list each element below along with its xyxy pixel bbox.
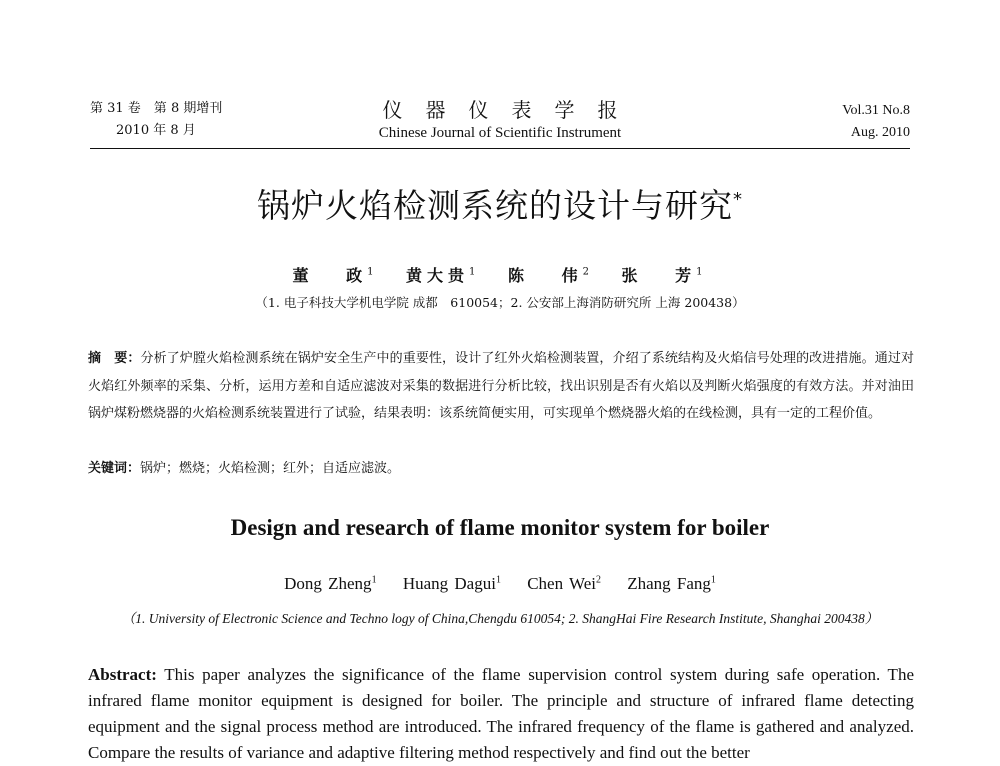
author-affil-mark: 1 (367, 266, 379, 278)
author-affil-mark: 1 (710, 574, 716, 586)
author-name: 陈 伟 (508, 266, 583, 285)
author-en (527, 574, 601, 593)
author-cn (508, 266, 594, 285)
author-cn (406, 266, 480, 285)
abstract-cn (88, 345, 914, 428)
author-list-cn (0, 263, 1000, 286)
journal-name (90, 98, 910, 144)
abstract-text-cn: 分析了炉膛火焰检测系统在锅炉安全生产中的重要性，设计了红外火焰检测装置，介绍了系统结构及火焰信号处理的改进措施。通过对火焰红外频率的采集、分析，运用方差和自适应滤波对采集的数据进行分析比较，找出识别是否有火焰以及判断火焰强度的有效方法。并对油田锅炉煤粉燃烧器的火焰检测系统装置进行了试验，结果表明：该系统简便实用，可实现单个燃烧器火焰的在线检测，具有一定的工程价值。 (88, 351, 914, 421)
keywords-text-cn: 锅炉；燃烧；火焰检测；红外；自适应滤波。 (140, 461, 401, 476)
volume-issue: 第 31 卷 第 8 期增刊 (90, 101, 223, 116)
paper-title-cn (0, 180, 1000, 227)
abstract-label-cn: 摘 要： (88, 351, 141, 366)
journal-name-cn: 仪器仪表学报 (382, 98, 641, 122)
author-name: Huang Dagui (402, 574, 496, 593)
author-affil-mark: 1 (371, 574, 377, 586)
keywords-label-cn: 关键词： (88, 461, 141, 476)
volume-number-en: Vol.31 No.8 (842, 103, 910, 118)
author-affil-mark: 2 (582, 266, 594, 278)
journal-name-en: Chinese Journal of Scientific Instrument (378, 125, 622, 141)
affiliation-en: （1. University of Electronic Science and Techno logy of China,Chengdu 610054; 2. ShangHai Fire Research Institute, Shanghai 200438） (121, 611, 879, 626)
paper-title-en: Design and research of flame monitor system for boiler (230, 515, 770, 540)
author-list-en (0, 574, 1000, 594)
journal-header (90, 98, 910, 149)
author-en (284, 574, 376, 593)
author-name: Zhang Fang (627, 574, 711, 593)
author-name: Chen Wei (527, 574, 596, 593)
author-name: 董 政 (292, 266, 368, 285)
affiliation-cn: （1. 电子科技大学机电学院 成都 610054；2. 公安部上海消防研究所 上海 200438） (255, 295, 745, 310)
author-cn (622, 266, 708, 285)
title-text-cn: 锅炉火焰检测系统的设计与研究 (257, 186, 733, 225)
author-cn (293, 266, 379, 285)
abstract-text-en: This paper analyzes the significance of the flame supervision control system during safe operation. The infrared flame monitor equipment is designed for boiler. The principle and structure of infrared flame detecting equipment and the signal process method are introduced. The infrared frequency of the flame is gathered and analyzed. Compare the results of variance and adaptive filtering method respectively and find out the better (88, 665, 914, 762)
keywords-cn (88, 455, 914, 482)
author-name: 黄大贵 (406, 266, 470, 285)
abstract-en (88, 662, 914, 766)
issue-info-en (842, 98, 910, 144)
author-affil-mark: 1 (469, 266, 481, 278)
issue-date-en: Aug. 2010 (850, 125, 910, 140)
author-en (403, 574, 501, 593)
author-affil-mark: 1 (696, 266, 708, 278)
author-name: 张 芳 (621, 266, 697, 285)
issue-date: 2010 年 8 月 (116, 123, 196, 138)
author-affil-mark: 2 (595, 574, 601, 586)
author-affil-mark: 1 (495, 574, 501, 586)
title-footnote-mark: * (733, 189, 743, 210)
abstract-label-en: Abstract: (88, 665, 157, 684)
author-en (627, 574, 716, 593)
author-name: Dong Zheng (284, 574, 372, 593)
